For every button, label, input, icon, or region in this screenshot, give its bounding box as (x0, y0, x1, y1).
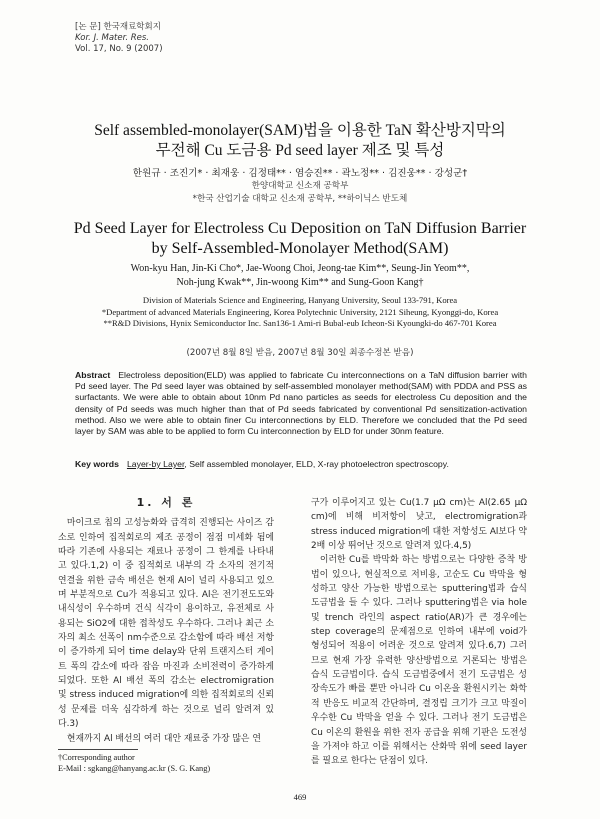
journal-volume: Vol. 17, No. 9 (2007) (75, 44, 163, 54)
body-paragraph: 구가 이루어지고 있는 Cu(1.7 μΩ cm)는 Al(2.65 μΩ cm)에 비해 비저항이 낮고, electromigration과 stress induced migration에 대한 저항성도 Al보다 약 2배 이상 뛰어난 것으로 알려져 있다.4,5) (311, 498, 527, 552)
abstract (75, 370, 527, 437)
page-number: 469 (293, 792, 307, 802)
korean-aff-line1: 한양대학교 신소재 공학부 (251, 181, 349, 191)
abstract-text: Electroless deposition(ELD) was applied to fabricate Cu interconnections on a TaN diffusion barrier with Pd seed layer. The Pd seed layer was obtained by self-assembled monolayer method(SAM) with PDDA and PSS as surfactants. We were able to obtain about 10nm Pd nano particles as seeds for electroless Cu deposition and the density of Pd seeds was much higher than that of Pd seeds fabricated by conventional Pd sensitization-activation method. Also we were able to obtain finer Cu interconnections by ELD. Therefore we concluded that the Pd seed layer by SAM was able to be applied to form Cu interconnection by ELD for under 30nm feature. (75, 370, 527, 437)
journal-header (75, 22, 163, 55)
footnote-email: E-Mail : sgkang@hanyang.ac.kr (S. G. Kang) (58, 764, 211, 773)
keywords (75, 459, 527, 469)
english-aff-line1: Division of Materials Science and Engineering, Hanyang University, Seoul 133-791, Korea (142, 295, 458, 305)
english-authors-line1: Won-kyu Han, Jin-Ki Cho*, Jae-Woong Choi, Jeong-tae Kim**, Seung-Jin Yeom**, (130, 263, 470, 274)
korean-aff-line2: *한국 산업기술 대학교 신소재 공학부, **하이닉스 반도체 (192, 194, 408, 204)
received-date: (2007년 8월 8일 받음, 2007년 8월 30일 최종수정본 받음) (186, 348, 414, 358)
korean-title-line2: 무전해 Cu 도금용 Pd seed layer 제조 및 특성 (155, 142, 445, 159)
journal-abbrev: Kor. J. Mater. Res. (75, 33, 149, 43)
footnote-corresponding: †Corresponding author (58, 753, 135, 762)
abstract-label: Abstract (75, 370, 111, 380)
english-aff-line3: **R&D Divisions, Hynix Semiconductor Inc. San136-1 Ami-ri Bubal-eub Icheon-Si Kyoungki-do 467-701 Korea (103, 318, 497, 328)
journal-category: [논 문] 한국재료학회지 (75, 22, 161, 32)
keyword-first: Layer-by Layer (126, 459, 185, 469)
korean-affiliations (0, 180, 600, 206)
footnote (58, 752, 210, 774)
english-affiliations (60, 295, 540, 330)
body-paragraph: 이러한 Cu를 박막화 하는 방법으로는 다양한 증착 방법이 있으나, 현실적으로 저비용, 고순도 Cu 박막을 형성하고 양산 가능한 방법으로는 sputtering법과 습식 도금법을 들 수 있다. 그러나 sputtering법은 via hole 및 trench 라인의 aspect ratio(AR)가 큰 경우에는 step coverage의 문제점으로 인하여 내부에 void가 형성되어 적용이 어려운 것으로 알려져 있다.6,7) 그러므로 현재 가장 유력한 양산방법으로 거론되는 방법은 습식 도금법이다. 습식 도금법중에서 전기 도금법은 성장속도가 빠를 뿐만 아니라 Cu 이온을 환원시키는 화학적 반응도 비교적 간단하며, 결정립 크기가 크고 막질이 우수한 Cu 박막을 얻을 수 있다. 그러나 전기 도금법은 Cu 이온의 환원을 위한 전자 공급을 위해 기판은 도전성을 가져야 하고 이를 위해서는 산화막 위에 seed layer를 필요로 한다는 단점이 있다. (311, 555, 527, 767)
english-title-line1: Pd Seed Layer for Electroless Cu Deposition on TaN Diffusion Barrier (73, 220, 527, 237)
english-title-line2: by Self-Assembled-Monolayer Method(SAM) (151, 240, 449, 257)
keywords-label: Key words (75, 459, 119, 469)
korean-title-line1: Self assembled-monolayer(SAM)법을 이용한 TaN 확산방지막의 (94, 122, 506, 139)
body-left-column (58, 496, 274, 746)
english-authors (0, 262, 600, 290)
section-title: 1. 서 론 (136, 496, 196, 509)
body-paragraph: 마이크로 칩의 고성능화와 급격히 진행되는 사이즈 감소로 인하여 집적회로의 제조 공정이 점점 미세화 됨에 따라 기존에 사용되는 재료나 공정이 그 한계를 나타내고 있다.1,2) 이 중 집적회로 내부의 각 소자의 전기적 연결을 위한 금속 배선은 현재 Al이 널리 사용되고 있으며 부분적으로 Cu가 적용되고 있다. Al은 전기전도도와 내식성이 우수하며 건식 식각이 용이하고, 유전체로 사용되는 SiO2에 대한 접착성도 우수하다. 그러나 최근 소자의 최소 선폭이 nm수준으로 감소함에 따라 배선 저항이 증가하게 되어 time delay와 단위 트랜지스터 게이트 폭의 감소에 따라 잡음 마진과 소비전력이 증가하게 되었다. 또한 Al 배선 폭의 감소는 electromigration 및 stress induced migration에 의한 집적회로의 신뢰성 문제를 더욱 심각하게 하는 것으로 널리 알려져 있다.3) (58, 518, 274, 730)
keywords-rest: , Self assembled monolayer, ELD, X-ray photoelectron spectroscopy. (184, 459, 449, 469)
english-authors-line2: Noh-jung Kwak**, Jin-woong Kim** and Sung-Goon Kang† (176, 277, 424, 288)
korean-authors: 한원규 · 조진기* · 최재웅 · 김정태** · 염승진** · 곽노정** · 김진웅** · 강성군† (132, 168, 468, 179)
english-aff-line2: *Department of advanced Materials Engineering, Korea Polytechnic University, 2121 Siheung, Kyonggi-do, Korea (101, 306, 499, 317)
body-right-column (311, 496, 527, 769)
footnote-divider (58, 749, 138, 750)
english-title (0, 219, 600, 259)
body-paragraph: 현재까지 Al 배선의 여러 대안 재료중 가장 많은 연 (66, 733, 261, 744)
korean-title (0, 121, 600, 161)
